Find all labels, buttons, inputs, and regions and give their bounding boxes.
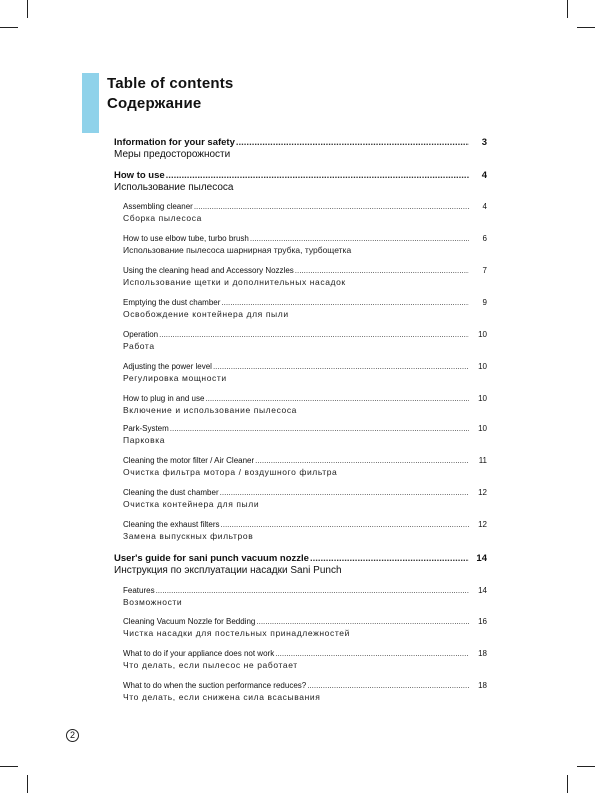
toc-entry-title: User's guide for sani punch vacuum nozzle [114, 553, 309, 564]
toc-entry-title: Operation [123, 330, 159, 339]
toc-entry[interactable] [123, 649, 487, 670]
toc-entry[interactable] [114, 137, 487, 160]
toc-entry-page: 4 [481, 170, 487, 181]
toc-entry-line [123, 394, 487, 403]
toc-entry-line [123, 649, 487, 658]
toc-entry-title: Cleaning the dust chamber [123, 488, 219, 497]
toc-entry-translation: Меры предосторожности [114, 149, 231, 160]
toc-entry-line [123, 488, 487, 497]
toc-dot-leader [221, 520, 470, 529]
toc-entry-line [123, 586, 487, 595]
toc-entry-translation: Сборка пылесоса [123, 213, 202, 223]
toc-entry[interactable] [123, 520, 487, 541]
toc-entry[interactable] [123, 456, 487, 477]
toc-dot-leader [307, 681, 469, 690]
toc-entry-page: 10 [478, 424, 487, 433]
toc-entry-page: 18 [478, 681, 487, 690]
toc-entry-translation: Включение и использование пылесоса [123, 405, 298, 415]
toc-entry-title: How to use [114, 170, 165, 181]
toc-entry-line [123, 330, 487, 339]
toc-entry-line [123, 617, 487, 626]
toc-entry[interactable] [114, 553, 487, 576]
toc-entry-translation: Очистка фильтра мотора / воздушного фильтра [123, 467, 338, 477]
toc-entry-translation: Инструкция по эксплуатации насадки Sani Punch [114, 565, 342, 576]
toc-dot-leader [236, 137, 469, 148]
toc-entry-line [123, 298, 487, 307]
toc-entry-page: 10 [478, 330, 487, 339]
toc-entry[interactable] [123, 362, 487, 383]
toc-entry[interactable] [123, 394, 487, 415]
toc-entry-title: Assembling cleaner [123, 202, 193, 211]
toc-entry[interactable] [123, 586, 487, 607]
toc-entry-title: How to use elbow tube, turbo brush [123, 234, 249, 243]
toc-entry[interactable] [123, 424, 487, 445]
toc-entry-page: 12 [478, 520, 487, 529]
toc-dot-leader [205, 394, 469, 403]
toc-entry[interactable] [123, 330, 487, 351]
toc-dot-leader [194, 202, 469, 211]
toc-entry-title: Cleaning the exhaust filters [123, 520, 220, 529]
toc-entry-page: 14 [478, 586, 487, 595]
toc-entry-translation: Регулировка мощности [123, 373, 227, 383]
toc-entry-line [123, 424, 487, 433]
toc-entry-page: 6 [482, 234, 487, 243]
toc-entry-line [123, 266, 487, 275]
toc-entry-translation: Парковка [123, 435, 166, 445]
toc-entry-line [123, 362, 487, 371]
toc-dot-leader [166, 170, 469, 181]
toc-entry[interactable] [123, 266, 487, 287]
toc-entry-page: 10 [478, 362, 487, 371]
toc-entry-line [123, 681, 487, 690]
toc-entry[interactable] [123, 681, 487, 702]
toc-entry-translation: Использование пылесоса шарнирная трубка, турбощетка [123, 245, 352, 255]
toc-entry-title: How to plug in and use [123, 394, 205, 403]
toc-dot-leader [250, 234, 469, 243]
toc-entry-page: 9 [482, 298, 487, 307]
toc-dot-leader [295, 266, 469, 275]
toc-entry-title: What to do when the suction performance reduces? [123, 681, 307, 690]
toc-entry-page: 11 [478, 456, 487, 465]
toc-dot-leader [159, 330, 469, 339]
toc-entry-translation: Что делать, если снижена сила всасывания [123, 692, 321, 702]
toc-entry-page: 18 [478, 649, 487, 658]
toc-dot-leader [310, 553, 469, 564]
toc-entry-title: Using the cleaning head and Accessory Nozzles [123, 266, 294, 275]
toc-entry-title: Emptying the dust chamber [123, 298, 221, 307]
toc-entry-translation: Чистка насадки для постельных принадлежностей [123, 628, 350, 638]
toc-entry-translation: Очистка контейнера для пыли [123, 499, 260, 509]
toc-entry-title: Cleaning the motor filter / Air Cleaner [123, 456, 255, 465]
toc-entry-page: 14 [476, 553, 487, 564]
toc-entry-title: Information for your safety [114, 137, 235, 148]
toc-entry-title: Cleaning Vacuum Nozzle for Bedding [123, 617, 256, 626]
toc-entry-page: 4 [482, 202, 487, 211]
toc-entry-title: What to do if your appliance does not work [123, 649, 275, 658]
toc-entry-page: 12 [478, 488, 487, 497]
toc-entry-title: Features [123, 586, 155, 595]
toc-entry-translation: Замена выпускных фильтров [123, 531, 254, 541]
toc-entry-page: 10 [478, 394, 487, 403]
toc-entry-translation: Использование щетки и дополнительных насадок [123, 277, 346, 287]
toc-entry-line [123, 202, 487, 211]
toc-dot-leader [275, 649, 469, 658]
toc-entry-line [123, 520, 487, 529]
toc-dot-leader [256, 617, 469, 626]
page-number: 2 [66, 729, 79, 742]
toc-entry[interactable] [123, 617, 487, 638]
toc-dot-leader [213, 362, 469, 371]
toc-dot-leader [156, 586, 469, 595]
toc-entry-page: 7 [482, 266, 487, 275]
toc-entry-title: Adjusting the power level [123, 362, 212, 371]
toc-entry-line [123, 234, 487, 243]
toc-entry[interactable] [123, 202, 487, 223]
toc-entry-translation: Использование пылесоса [114, 182, 234, 193]
toc-entry-translation: Работа [123, 341, 155, 351]
toc-entry-title: Park-System [123, 424, 169, 433]
page-title-translation: Содержание [107, 95, 202, 112]
toc-entry-line [123, 456, 487, 465]
toc-entry[interactable] [123, 298, 487, 319]
toc-entry[interactable] [114, 170, 487, 193]
toc-entry[interactable] [123, 234, 487, 255]
toc-entry[interactable] [123, 488, 487, 509]
toc-entry-line [114, 137, 487, 148]
toc-dot-leader [170, 424, 469, 433]
toc-entry-page: 16 [478, 617, 487, 626]
toc-entry-translation: Что делать, если пылесос не работает [123, 660, 298, 670]
page-title: Table of contents [107, 75, 234, 92]
toc-dot-leader [255, 456, 469, 465]
toc-dot-leader [221, 298, 469, 307]
toc-entry-page: 3 [481, 137, 487, 148]
toc-entry-line [114, 170, 487, 181]
toc-entry-line [114, 553, 487, 564]
toc-entry-translation: Возможности [123, 597, 183, 607]
toc-entry-translation: Освобождение контейнера для пыли [123, 309, 289, 319]
toc-dot-leader [220, 488, 469, 497]
